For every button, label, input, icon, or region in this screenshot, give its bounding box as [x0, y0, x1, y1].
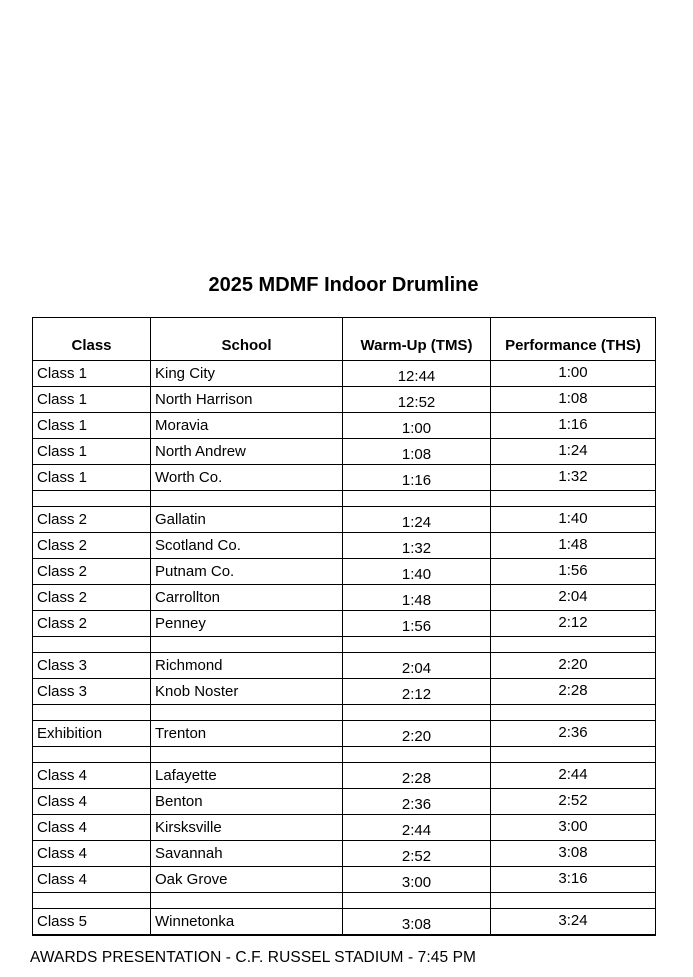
schedule-row	[33, 559, 656, 585]
schedule-row	[33, 679, 656, 705]
page-title: 2025 MDMF Indoor Drumline	[208, 274, 479, 296]
cell-performance: 1:32	[491, 465, 656, 491]
cell-class: Class 2	[33, 559, 151, 585]
cell-school: Oak Grove	[151, 867, 343, 893]
schedule-row	[33, 413, 656, 439]
cell-performance: 1:00	[491, 361, 656, 387]
column-header-warmup: Warm-Up (TMS)	[343, 318, 491, 361]
cell-class: Class 4	[33, 789, 151, 815]
cell-school: Benton	[151, 789, 343, 815]
spacer-row	[33, 747, 656, 763]
cell-performance: 2:44	[491, 763, 656, 789]
cell-school: Worth Co.	[151, 465, 343, 491]
cell-warmup: 1:16	[343, 465, 491, 491]
empty-cell	[343, 491, 491, 507]
empty-cell	[491, 491, 656, 507]
cell-warmup: 3:00	[343, 867, 491, 893]
schedule-row	[33, 611, 656, 637]
awards-presentation-note: AWARDS PRESENTATION - C.F. RUSSEL STADIUM - 7:45 PM	[30, 949, 477, 966]
column-header-class: Class	[33, 318, 151, 361]
cell-class: Class 1	[33, 439, 151, 465]
cell-school: Knob Noster	[151, 679, 343, 705]
schedule-row	[33, 909, 656, 935]
cell-warmup: 1:32	[343, 533, 491, 559]
cell-class: Exhibition	[33, 721, 151, 747]
schedule-row	[33, 465, 656, 491]
cell-performance: 3:16	[491, 867, 656, 893]
empty-cell	[151, 705, 343, 721]
cell-class: Class 4	[33, 815, 151, 841]
cell-performance: 1:56	[491, 559, 656, 585]
schedule-row	[33, 789, 656, 815]
empty-cell	[151, 893, 343, 909]
empty-cell	[491, 637, 656, 653]
cell-performance: 2:20	[491, 653, 656, 679]
cell-performance: 1:08	[491, 387, 656, 413]
empty-cell	[33, 893, 151, 909]
cell-school: Trenton	[151, 721, 343, 747]
cell-school: Winnetonka	[151, 909, 343, 935]
schedule-row	[33, 867, 656, 893]
cell-performance: 1:40	[491, 507, 656, 533]
cell-warmup: 2:28	[343, 763, 491, 789]
cell-performance: 2:52	[491, 789, 656, 815]
cell-class: Class 1	[33, 465, 151, 491]
spacer-row	[33, 637, 656, 653]
cell-school: Gallatin	[151, 507, 343, 533]
empty-cell	[343, 893, 491, 909]
cell-warmup: 1:56	[343, 611, 491, 637]
cell-class: Class 2	[33, 533, 151, 559]
schedule-row	[33, 533, 656, 559]
cell-warmup: 1:24	[343, 507, 491, 533]
schedule-row	[33, 439, 656, 465]
cell-performance: 1:24	[491, 439, 656, 465]
cell-warmup: 2:52	[343, 841, 491, 867]
cell-school: Carrollton	[151, 585, 343, 611]
schedule-row	[33, 387, 656, 413]
schedule-row	[33, 653, 656, 679]
empty-cell	[33, 747, 151, 763]
schedule-row	[33, 361, 656, 387]
empty-cell	[33, 705, 151, 721]
empty-cell	[491, 747, 656, 763]
cell-performance: 1:48	[491, 533, 656, 559]
schedule-body	[33, 361, 656, 935]
cell-class: Class 1	[33, 361, 151, 387]
empty-cell	[151, 747, 343, 763]
cell-school: Penney	[151, 611, 343, 637]
cell-school: Scotland Co.	[151, 533, 343, 559]
cell-class: Class 2	[33, 507, 151, 533]
cell-performance: 3:24	[491, 909, 656, 935]
cell-school: Lafayette	[151, 763, 343, 789]
cell-school: Richmond	[151, 653, 343, 679]
empty-cell	[343, 705, 491, 721]
spacer-row	[33, 893, 656, 909]
cell-performance: 3:00	[491, 815, 656, 841]
column-header-school: School	[151, 318, 343, 361]
cell-performance: 3:08	[491, 841, 656, 867]
schedule-row	[33, 763, 656, 789]
empty-cell	[151, 491, 343, 507]
cell-performance: 2:28	[491, 679, 656, 705]
cell-class: Class 4	[33, 841, 151, 867]
cell-warmup: 1:08	[343, 439, 491, 465]
cell-warmup: 12:52	[343, 387, 491, 413]
cell-school: North Andrew	[151, 439, 343, 465]
cell-school: Kirsksville	[151, 815, 343, 841]
cell-class: Class 2	[33, 585, 151, 611]
cell-class: Class 1	[33, 413, 151, 439]
cell-warmup: 12:44	[343, 361, 491, 387]
empty-cell	[343, 747, 491, 763]
cell-class: Class 3	[33, 679, 151, 705]
cell-school: Moravia	[151, 413, 343, 439]
cell-warmup: 2:36	[343, 789, 491, 815]
cell-class: Class 4	[33, 867, 151, 893]
spacer-row	[33, 491, 656, 507]
cell-performance: 2:36	[491, 721, 656, 747]
schedule-row	[33, 815, 656, 841]
cell-warmup: 2:20	[343, 721, 491, 747]
cell-performance: 2:12	[491, 611, 656, 637]
cell-warmup: 2:44	[343, 815, 491, 841]
cell-class: Class 1	[33, 387, 151, 413]
empty-cell	[491, 705, 656, 721]
cell-warmup: 1:40	[343, 559, 491, 585]
column-header-performance: Performance (THS)	[491, 318, 656, 361]
empty-cell	[491, 893, 656, 909]
cell-class: Class 3	[33, 653, 151, 679]
cell-performance: 1:16	[491, 413, 656, 439]
empty-cell	[33, 491, 151, 507]
schedule-row	[33, 585, 656, 611]
empty-cell	[151, 637, 343, 653]
empty-cell	[33, 637, 151, 653]
cell-warmup: 2:04	[343, 653, 491, 679]
cell-warmup: 2:12	[343, 679, 491, 705]
cell-school: North Harrison	[151, 387, 343, 413]
empty-cell	[343, 637, 491, 653]
spacer-row	[33, 705, 656, 721]
schedule-row	[33, 507, 656, 533]
header-row	[33, 318, 656, 361]
schedule-table	[32, 317, 656, 936]
cell-class: Class 2	[33, 611, 151, 637]
cell-class: Class 5	[33, 909, 151, 935]
cell-warmup: 3:08	[343, 909, 491, 935]
cell-performance: 2:04	[491, 585, 656, 611]
cell-school: King City	[151, 361, 343, 387]
schedule-row	[33, 721, 656, 747]
cell-school: Putnam Co.	[151, 559, 343, 585]
cell-school: Savannah	[151, 841, 343, 867]
cell-warmup: 1:00	[343, 413, 491, 439]
cell-class: Class 4	[33, 763, 151, 789]
schedule-row	[33, 841, 656, 867]
cell-warmup: 1:48	[343, 585, 491, 611]
